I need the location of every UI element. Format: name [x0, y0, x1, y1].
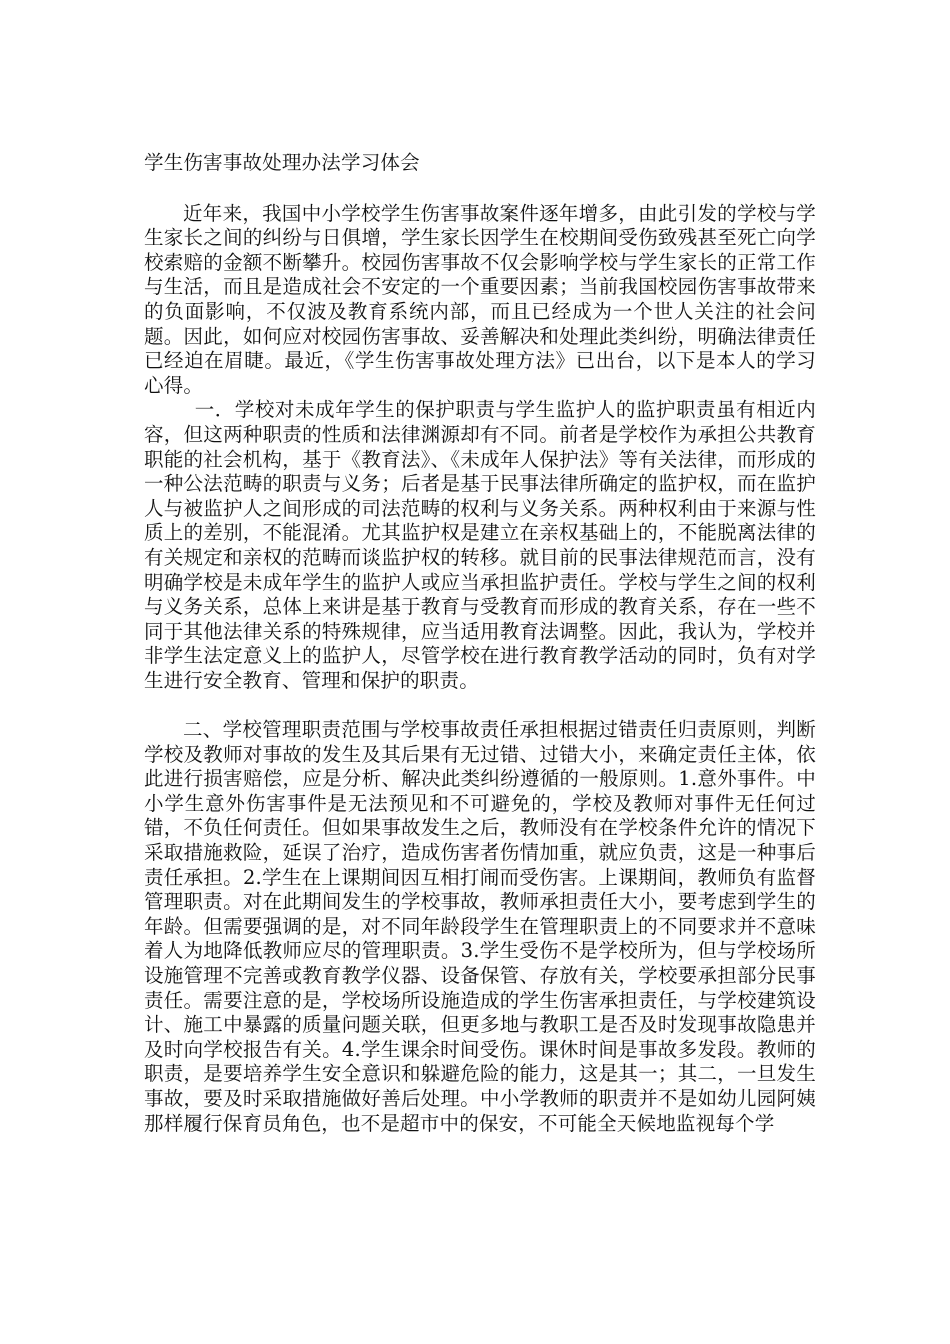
paragraph-intro: 近年来，我国中小学校学生伤害事故案件逐年增多，由此引发的学校与学生家长之间的纠纷与日俱增，学生家长因学生在校期间受伤致残甚至死亡向学校索赔的金额不断攀升。校园伤害事故不仅会影响学校与学生家长的正常工作与生活，而且是造成社会不安定的一个重要因素；当前我国校园伤害事故带来的负面影响，不仅波及教育系统内部，而且已经成为一个世人关注的社会问题。因此，如何应对校园伤害事故、妥善解决和处理此类纠纷，明确法律责任已经迫在眉睫。最近，《学生伤害事故处理方法》已出台，以下是本人的学习心得。 — [144, 201, 816, 397]
paragraph-spacer — [144, 693, 816, 718]
document-body — [144, 151, 816, 1136]
paragraph-section-one: 一．学校对未成年学生的保护职责与学生监护人的监护职责虽有相近内容，但这两种职责的性质和法律渊源却有不同。前者是学校作为承担公共教育职能的社会机构，基于《教育法》、《未成年人保护法》等有关法律，而形成的一种公法范畴的职责与义务；后者是基于民事法律所确定的监护权，而在监护人与被监护人之间形成的司法范畴的权利与义务关系。两种权利由于来源与性质上的差别，不能混淆。尤其监护权是建立在亲权基础上的，不能脱离法律的有关规定和亲权的范畴而谈监护权的转移。就目前的民事法律规范而言，没有明确学校是未成年学生的监护人或应当承担监护责任。学校与学生之间的权利与义务关系，总体上来讲是基于教育与受教育而形成的教育关系，存在一些不同于其他法律关系的特殊规律，应当适用教育法调整。因此，我认为，学校并非学生法定意义上的监护人，尽管学校在进行教育教学活动的同时，负有对学生进行安全教育、管理和保护的职责。 — [144, 398, 816, 692]
paragraph-section-two: 二、学校管理职责范围与学校事故责任承担根据过错责任归责原则，判断学校及教师对事故的发生及其后果有无过错、过错大小，来确定责任主体，依此进行损害赔偿，应是分析、解决此类纠纷遵循的一般原则。1.意外事件。中小学生意外伤害事件是无法预见和不可避免的，学校及教师对事件无任何过错，不负任何责任。但如果事故发生之后，教师没有在学校条件允许的情况下采取措施救险，延误了治疗，造成伤害者伤情加重，就应负责，这是一种事后责任承担。2.学生在上课期间因互相打闹而受伤害。上课期间，教师负有监督管理职责。对在此期间发生的学校事故，教师承担责任大小，要考虑到学生的年龄。但需要强调的是，对不同年龄段学生在管理职责上的不同要求并不意味着人为地降低教师应尽的管理职责。3.学生受伤不是学校所为，但与学校场所设施管理不完善或教育教学仪器、设备保管、存放有关，学校要承担部分民事责任。需要注意的是，学校场所设施造成的学生伤害承担责任，与学校建筑设计、施工中暴露的质量问题关联，但更多地与教职工是否及时发现事故隐患并及时向学校报告有关。4.学生课余时间受伤。课休时间是事故多发段。教师的职责，是要培养学生安全意识和躲避危险的能力，这是其一；其二，一旦发生事故，要及时采取措施做好善后处理。中小学教师的职责并不是如幼儿园阿姨那样履行保育员角色，也不是超市中的保安，不可能全天候地监视每个学 — [144, 718, 816, 1135]
document-title: 学生伤害事故处理办法学习体会 — [144, 151, 420, 174]
